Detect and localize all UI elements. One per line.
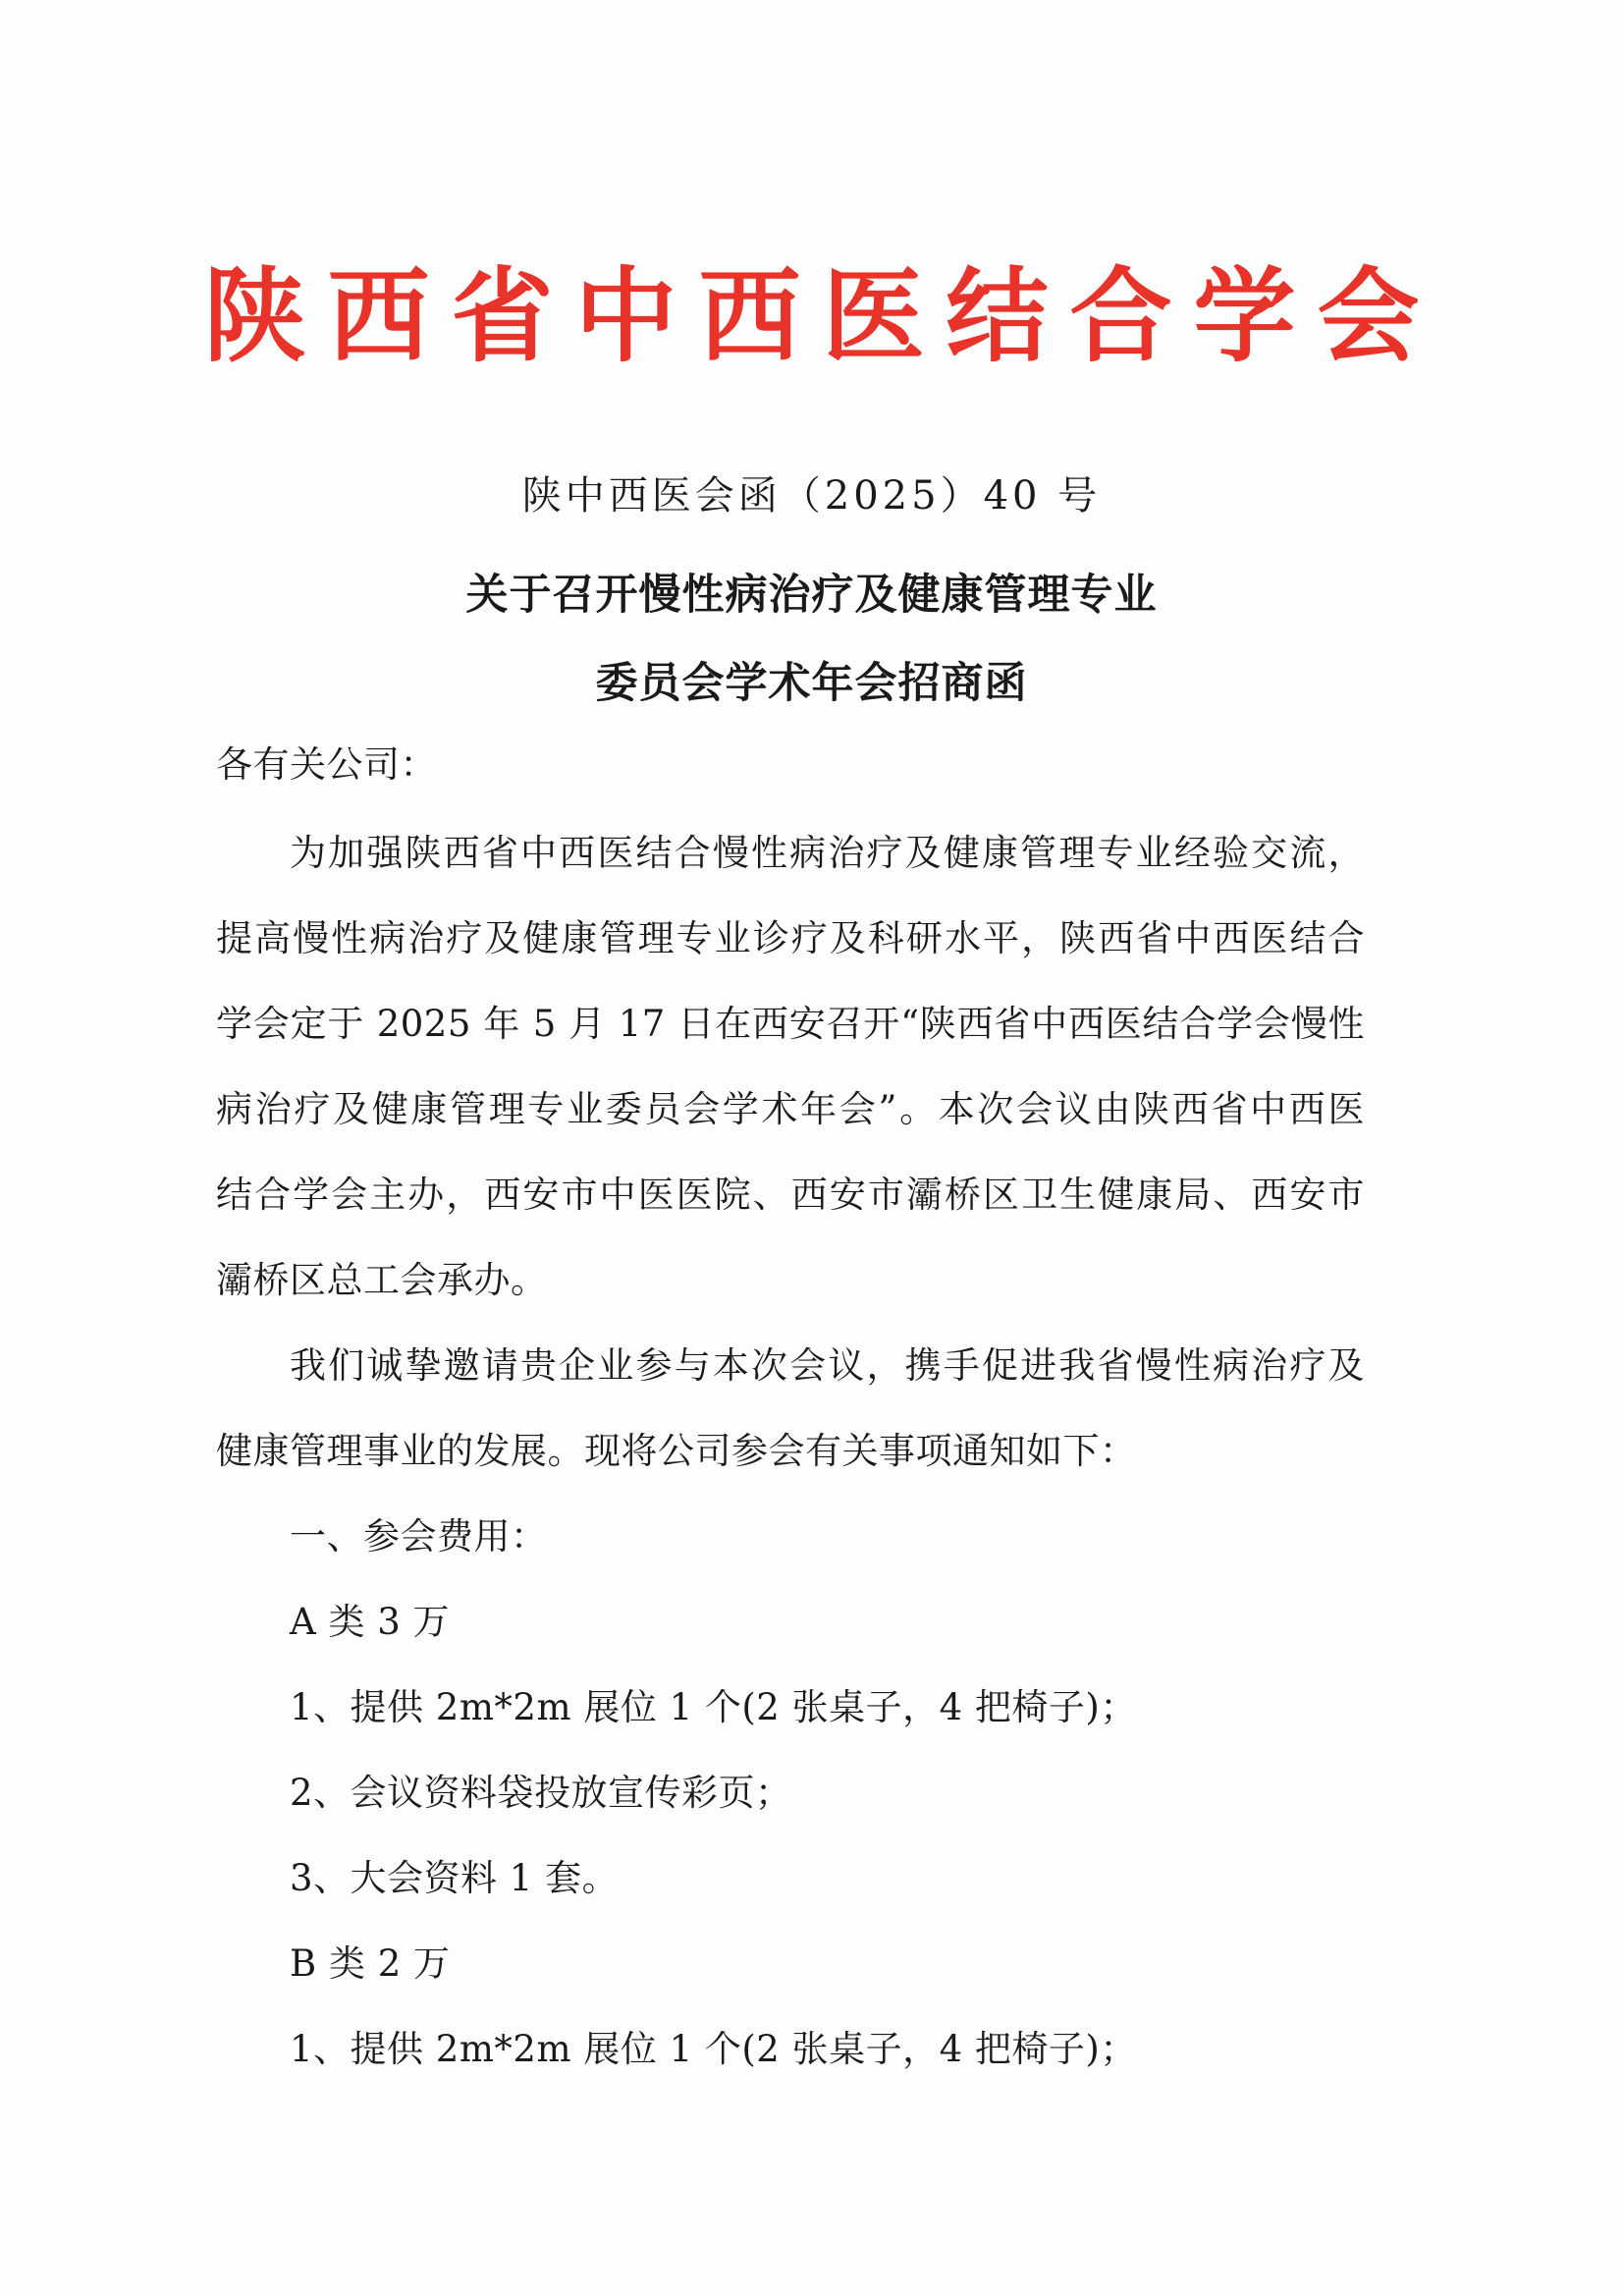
paragraph-1-line-4: 病治疗及健康管理专业委员会学术年会”。本次会议由陕西省中西医 xyxy=(216,1088,1365,1130)
paragraph-2-line-1: 我们诚挚邀请贵企业参与本次会议，携手促进我省慢性病治疗及 xyxy=(290,1344,1365,1387)
class-a-heading: A 类 3 万 xyxy=(290,1601,451,1643)
class-a-item-2: 2、会议资料袋投放宣传彩页； xyxy=(290,1772,792,1814)
paragraph-1-line-1: 为加强陕西省中西医结合慢性病治疗及健康管理专业经验交流， xyxy=(290,832,1365,874)
class-b-heading: B 类 2 万 xyxy=(290,1942,451,1985)
paragraph-2-line-2: 健康管理事业的发展。现将公司参会有关事项通知如下： xyxy=(216,1430,1137,1472)
class-a-item-1: 1、提供 2m*2m 展位 1 个(2 张桌子，4 把椅子)； xyxy=(290,1686,1137,1728)
document-title-line-2: 委员会学术年会招商函 xyxy=(595,659,1028,708)
org-masthead: 陕西省中西医结合学会 xyxy=(203,256,1441,376)
section-1-heading: 一、参会费用： xyxy=(290,1515,548,1558)
paragraph-1-line-6: 灞桥区总工会承办。 xyxy=(216,1259,548,1301)
salutation: 各有关公司： xyxy=(216,743,437,786)
class-b-item-1: 1、提供 2m*2m 展位 1 个(2 张桌子，4 把椅子)； xyxy=(290,2028,1137,2070)
class-a-item-3: 3、大会资料 1 套。 xyxy=(290,1857,620,1899)
document-number: 陕中西医会函（2025）40 号 xyxy=(521,473,1102,519)
paragraph-1-line-3: 学会定于 2025 年 5 月 17 日在西安召开“陕西省中西医结合学会慢性 xyxy=(216,1003,1365,1045)
paragraph-1-line-5: 结合学会主办，西安市中医医院、西安市灞桥区卫生健康局、西安市 xyxy=(216,1174,1365,1216)
document-title-line-1: 关于召开慢性病治疗及健康管理专业 xyxy=(465,571,1158,620)
paragraph-1-line-2: 提高慢性病治疗及健康管理专业诊疗及科研水平，陕西省中西医结合 xyxy=(216,917,1365,959)
